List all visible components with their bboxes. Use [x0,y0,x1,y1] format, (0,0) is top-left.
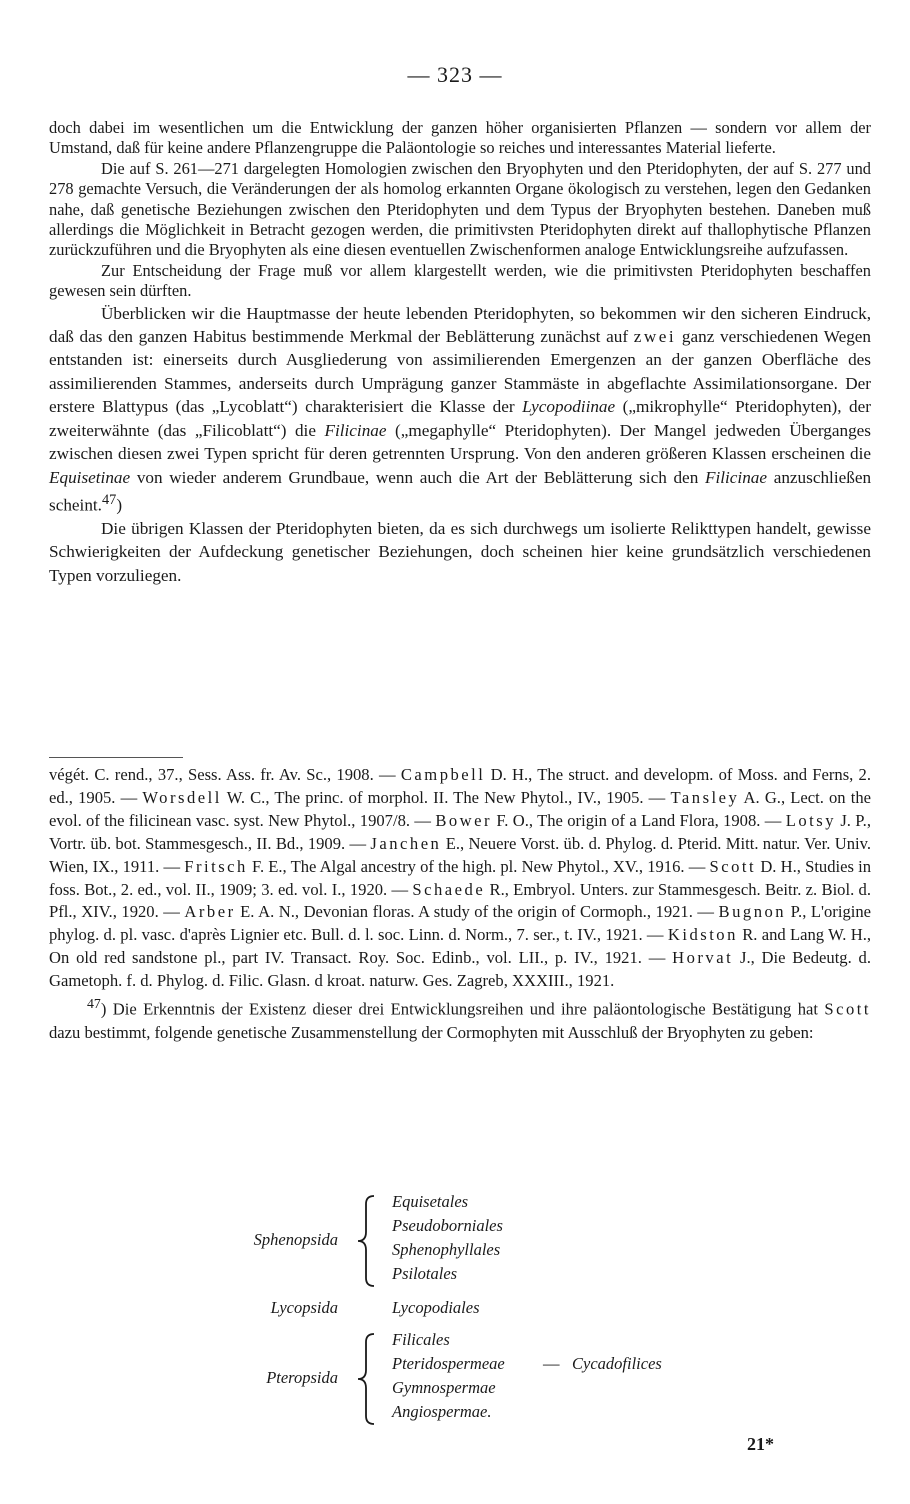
page-number: — 323 — [407,62,503,87]
author: Janchen [370,833,442,853]
member-pseudoborniales: Pseudoborniales [392,1216,503,1235]
text-run: ) [116,495,123,515]
group-label-lycopsida: Lycopsida [270,1298,338,1317]
taxon-lycopodiinae: Lycopodiinae [522,397,616,417]
member-cycadofilices: Cycadofilices [572,1354,662,1373]
paragraph-3: Zur Entscheidung der Frage muß vor allem klargestellt werden, wie die primitivsten Pteridophyten beschaffen gewesen sein dürften. [49,260,871,301]
text-run: von wieder anderem Grundbaue, wenn auch die Art der Beblätterung sich den [136,467,699,487]
author: Lotsy [785,810,836,830]
member-gymnospermae: Gymnospermae [392,1378,496,1397]
member-lycopodiales: Lycopodiales [392,1298,480,1317]
classification-scheme [0,1190,910,1430]
footnote-number: 47 [87,996,101,1012]
member-pteridospermeae: Pteridospermeae [392,1354,505,1373]
author: Fritsch [184,856,248,876]
taxon-equisetinae: Equisetinae [49,467,131,487]
brace-icon [354,1194,378,1288]
paragraph-2: Die auf S. 261—271 dargelegten Homologien zwischen den Bryophyten und den Pteridophyten, der auf S. 277 und 278 gemachte Versuch, die Veränderungen der als homolog erkannten Organe ökologisch zu verstehen, legen den Gedanken nahe, daß genetische Beziehungen zwischen den Pteridophyten und dem Typus der Bryophyten bestehen. Daneben muß allerdings die Möglichkeit in Betracht gezogen werden, die primitivsten Pteridophyten direkt auf thallophytische Pflanzen zurückzuführen und die Bryophyten als eine diesen eventuellen Zwischenformen analoge Entwicklungsreihe aufzufassen. [49,158,871,260]
text-run: anzuschließen scheint. [49,467,872,515]
taxon-filicinae: Filicinae [324,420,387,440]
author: Scott [824,999,871,1019]
author: Campbell [400,765,486,784]
member-sphenophyllales: Sphenophyllales [392,1240,501,1259]
author: Horvat [672,948,734,968]
footnote-references: végét. C. rend., 37., Sess. Ass. fr. Av. Sc., 1908. — Campbell D. H., The struct. and developm. of Moss. and Ferns, 2. ed., 1905. — Worsdell W. C., The princ. of morphol. II. The New Phytol., IV., 1905. — Tansley A. G., Lect. on the evol. of the filicinean vasc. syst. New Phytol., 1907/8. — Bower F. O., The origin of a Land Flora, 1908. — Lotsy J. P., Vortr. üb. bot. Stammesgesch., II. Bd., 1909. — Janchen E., Neuere Vorst. üb. d. Phylog. d. Pterid. Mitt. natur. Ver. Univ. Wien, IX., 1911. — Fritsch F. E., The Algal ancestry of the high. pl. New Phytol., XV., 1916. — Scott D. H., Studies in foss. Bot., 2. ed., vol. II., 1909; 3. ed. vol. I., 1920. — Schaede R., Embryol. Unters. zur Stammesgesch. Beitr. z. Biol. d. Pfl., XIV., 1920. — Arber E. A. N., Devonian floras. A study of the origin of Cormoph., 1921. — Bugnon P., L'origine phylog. d. pl. vasc. d'après Lignier etc. Bull. d. l. soc. Linn. d. Norm., 7. ser., t. IV., 1921. — Kidston R. and Lang W. H., On old red sandstone pl., part IV. Transact. Roy. Soc. Edinb., vol. LII., p. IV., 1921. — Horvat J., Die Bedeutg. d. Gametoph. f. d. Phylog. d. Filic. Glasn. d kroat. naturw. Ges. Zagreb, XXXIII., 1921. [49,765,872,991]
group-label-sphenopsida: Sphenopsida [253,1230,338,1249]
taxon-filicinae-2: Filicinae [704,467,768,487]
text-run: („megaphylle“ Pteridophyten). Der Mangel jedweden Überganges zwischen diesen zwei Typen spricht für deren getrennten Ursprung. Von den anderen größeren Klassen erscheinen die [49,420,871,464]
author: Arber [184,902,236,922]
footnote-ref-47: 47 [101,491,117,508]
member-filicales: Filicales [392,1330,450,1349]
text-run: Überblicken wir die Hauptmasse der heute lebenden Pteridophyten, so bekommen wir den sicheren Eindruck, daß das den ganzen Habitus bestimmende Merkmal der Beblätterung zunächst auf [49,303,871,347]
paragraph-4 [49,302,871,517]
group-label-pteropsida: Pteropsida [266,1368,338,1387]
author: Schaede [412,879,486,899]
text-run: ganz verschiedenen Wegen entstanden ist: einerseits durch Ausgliederung von assimilierenden Emergenzen an der ganzen Oberfläche des assimilierenden Stammes, anderseits durch Umprägung ganzer Stammäste in abgeflachte Assimilationsorgane. Der erstere Blattypus (das „Lycoblatt“) charakterisiert die Klasse der [49,327,872,417]
footnote-divider [49,757,183,758]
dash: — [543,1354,560,1373]
footnotes [49,764,871,1044]
paragraph-5: Die übrigen Klassen der Pteridophyten bieten, da es sich durchwegs um isolierte Relikttypen handelt, gewisse Schwierigkeiten der Aufdeckung genetischer Beziehungen, doch scheinen hier keine grundsätzlich verschiedenen Typen vorzuliegen. [49,519,871,585]
author: Scott [709,856,757,876]
text-run: („mikrophylle“ Pteridophyten), der zweiterwähnte (das „Filicoblatt“) die [49,397,871,440]
signature-mark: 21* [747,1434,774,1454]
main-text [49,118,871,587]
author: Kidston [667,925,738,945]
member-angiospermae: Angiospermae. [392,1402,492,1421]
emphasis-zwei: zwei [633,327,677,347]
brace-icon [354,1332,378,1426]
author: Bugnon [718,902,787,922]
author: Worsdell [142,787,222,807]
author: Tansley [670,787,740,807]
member-psilotales: Psilotales [392,1264,458,1283]
author: Bower [435,810,493,830]
member-equisetales: Equisetales [392,1192,469,1211]
paragraph-1: doch dabei im wesentlichen um die Entwicklung der ganzen höher organisierten Pflanzen — sondern vor allem der Umstand, daß für keine andere Pflanzengruppe die Paläontologie so reiches und interessantes Material lieferte. [49,118,871,158]
footnote-47: $^{47}$) Die Erkenntnis der Existenz dieser drei Entwicklungsreihen und ihre paläontologische Bestätigung hat Scott dazu bestimmt, folgende genetische Zusammenstellung der Cormophyten mit Ausschluß der Bryophyten zu geben: [49,996,871,1042]
